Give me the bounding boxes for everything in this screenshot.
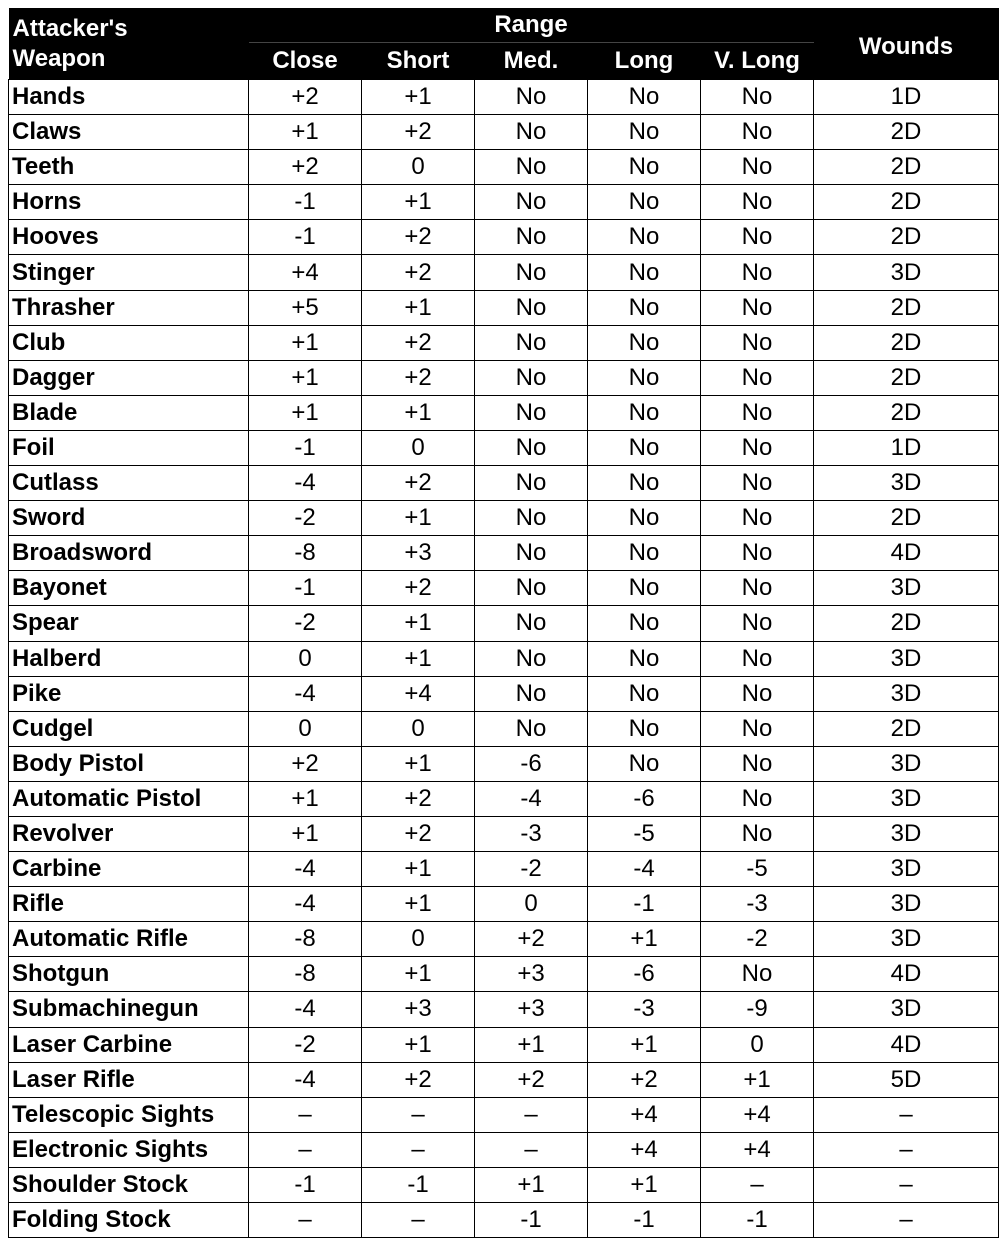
table-row	[9, 1062, 999, 1097]
very-long-range-cell: No	[701, 255, 814, 290]
range-header-close: Close	[249, 43, 362, 80]
short-range-cell: +1	[362, 746, 475, 781]
very-long-range-cell: No	[701, 606, 814, 641]
long-range-cell: -1	[588, 1203, 701, 1238]
weapon-name-cell: Laser Carbine	[9, 1027, 249, 1062]
close-range-cell: +1	[249, 360, 362, 395]
medium-range-cell: No	[475, 641, 588, 676]
table-row	[9, 80, 999, 115]
close-range-cell: –	[249, 1132, 362, 1167]
table-row	[9, 781, 999, 816]
range-header-very-long: V. Long	[701, 43, 814, 80]
wounds-cell: 3D	[814, 781, 999, 816]
medium-range-cell: –	[475, 1097, 588, 1132]
long-range-cell: No	[588, 501, 701, 536]
table-row	[9, 1203, 999, 1238]
very-long-range-cell: +1	[701, 1062, 814, 1097]
medium-range-cell: No	[475, 290, 588, 325]
wounds-cell: 2D	[814, 711, 999, 746]
medium-range-cell: No	[475, 536, 588, 571]
weapon-name-cell: Halberd	[9, 641, 249, 676]
very-long-range-cell: No	[701, 641, 814, 676]
long-range-cell: -1	[588, 887, 701, 922]
short-range-cell: +2	[362, 220, 475, 255]
wounds-cell: 2D	[814, 220, 999, 255]
table-row	[9, 255, 999, 290]
weapon-name-cell: Folding Stock	[9, 1203, 249, 1238]
weapon-name-cell: Submachinegun	[9, 992, 249, 1027]
medium-range-cell: No	[475, 676, 588, 711]
long-range-cell: +1	[588, 922, 701, 957]
very-long-range-cell: -2	[701, 922, 814, 957]
table-row	[9, 711, 999, 746]
table-row	[9, 957, 999, 992]
very-long-range-cell: No	[701, 395, 814, 430]
long-range-cell: No	[588, 220, 701, 255]
weapon-name-cell: Dagger	[9, 360, 249, 395]
long-range-cell: +1	[588, 1027, 701, 1062]
medium-range-cell: +2	[475, 1062, 588, 1097]
table-row	[9, 325, 999, 360]
range-header-medium: Med.	[475, 43, 588, 80]
short-range-cell: +2	[362, 466, 475, 501]
wounds-cell: 3D	[814, 852, 999, 887]
table-row	[9, 466, 999, 501]
table-row	[9, 852, 999, 887]
medium-range-cell: No	[475, 150, 588, 185]
close-range-cell: +1	[249, 395, 362, 430]
short-range-cell: +1	[362, 887, 475, 922]
table-row	[9, 746, 999, 781]
long-range-cell: No	[588, 606, 701, 641]
table-row	[9, 430, 999, 465]
table-row	[9, 1132, 999, 1167]
long-range-cell: -6	[588, 781, 701, 816]
wounds-cell: 3D	[814, 816, 999, 851]
table-row	[9, 1027, 999, 1062]
long-range-cell: -6	[588, 957, 701, 992]
very-long-range-cell: No	[701, 746, 814, 781]
short-range-cell: +1	[362, 641, 475, 676]
wounds-cell: 2D	[814, 325, 999, 360]
weapon-name-cell: Foil	[9, 430, 249, 465]
short-range-cell: +1	[362, 290, 475, 325]
medium-range-cell: No	[475, 430, 588, 465]
weapon-name-cell: Rifle	[9, 887, 249, 922]
short-range-cell: +2	[362, 360, 475, 395]
close-range-cell: -4	[249, 992, 362, 1027]
weapon-name-cell: Stinger	[9, 255, 249, 290]
medium-range-cell: No	[475, 501, 588, 536]
medium-range-cell: +1	[475, 1027, 588, 1062]
wounds-cell: 3D	[814, 676, 999, 711]
short-range-cell: +2	[362, 255, 475, 290]
long-range-cell: -3	[588, 992, 701, 1027]
short-range-cell: 0	[362, 150, 475, 185]
weapon-name-cell: Sword	[9, 501, 249, 536]
very-long-range-cell: No	[701, 816, 814, 851]
weapon-name-cell: Horns	[9, 185, 249, 220]
wounds-cell: 1D	[814, 80, 999, 115]
medium-range-cell: No	[475, 325, 588, 360]
short-range-cell: +1	[362, 957, 475, 992]
long-range-cell: -4	[588, 852, 701, 887]
table-row	[9, 220, 999, 255]
close-range-cell: -8	[249, 922, 362, 957]
table-row	[9, 922, 999, 957]
medium-range-cell: No	[475, 115, 588, 150]
close-range-cell: +1	[249, 781, 362, 816]
weapon-range-table	[8, 8, 999, 1238]
table-row	[9, 571, 999, 606]
long-range-cell: No	[588, 290, 701, 325]
close-range-cell: +1	[249, 115, 362, 150]
long-range-cell: No	[588, 430, 701, 465]
weapon-name-cell: Automatic Rifle	[9, 922, 249, 957]
wounds-cell: 2D	[814, 185, 999, 220]
medium-range-cell: +1	[475, 1167, 588, 1202]
table-row	[9, 115, 999, 150]
very-long-range-cell: No	[701, 290, 814, 325]
medium-range-cell: No	[475, 80, 588, 115]
weapon-name-cell: Club	[9, 325, 249, 360]
medium-range-cell: 0	[475, 887, 588, 922]
weapon-table-container	[8, 8, 1006, 1242]
short-range-cell: 0	[362, 430, 475, 465]
close-range-cell: -2	[249, 1027, 362, 1062]
long-range-cell: No	[588, 571, 701, 606]
very-long-range-cell: No	[701, 80, 814, 115]
close-range-cell: -1	[249, 185, 362, 220]
very-long-range-cell: No	[701, 220, 814, 255]
table-row	[9, 290, 999, 325]
wounds-cell: –	[814, 1203, 999, 1238]
weapon-name-cell: Shotgun	[9, 957, 249, 992]
wounds-cell: 3D	[814, 887, 999, 922]
wounds-cell: –	[814, 1167, 999, 1202]
table-row	[9, 150, 999, 185]
medium-range-cell: –	[475, 1132, 588, 1167]
long-range-cell: +4	[588, 1132, 701, 1167]
weapon-name-cell: Shoulder Stock	[9, 1167, 249, 1202]
weapon-name-cell: Carbine	[9, 852, 249, 887]
very-long-range-cell: +4	[701, 1097, 814, 1132]
weapon-name-cell: Blade	[9, 395, 249, 430]
medium-range-cell: No	[475, 466, 588, 501]
short-range-cell: –	[362, 1203, 475, 1238]
medium-range-cell: No	[475, 360, 588, 395]
short-range-cell: 0	[362, 711, 475, 746]
wounds-cell: 2D	[814, 115, 999, 150]
close-range-cell: -4	[249, 852, 362, 887]
very-long-range-cell: No	[701, 430, 814, 465]
very-long-range-cell: No	[701, 150, 814, 185]
long-range-cell: No	[588, 115, 701, 150]
short-range-cell: +3	[362, 992, 475, 1027]
long-range-cell: +1	[588, 1167, 701, 1202]
weapon-name-cell: Claws	[9, 115, 249, 150]
short-range-cell: +1	[362, 501, 475, 536]
short-range-cell: +2	[362, 816, 475, 851]
very-long-range-cell: -1	[701, 1203, 814, 1238]
close-range-cell: +2	[249, 150, 362, 185]
weapon-name-cell: Thrasher	[9, 290, 249, 325]
medium-range-cell: No	[475, 606, 588, 641]
weapon-name-cell: Body Pistol	[9, 746, 249, 781]
wounds-cell: 3D	[814, 746, 999, 781]
medium-range-cell: +3	[475, 992, 588, 1027]
close-range-cell: -4	[249, 466, 362, 501]
table-row	[9, 395, 999, 430]
weapon-name-cell: Hands	[9, 80, 249, 115]
long-range-cell: No	[588, 185, 701, 220]
very-long-range-cell: No	[701, 115, 814, 150]
long-range-cell: No	[588, 150, 701, 185]
wounds-cell: 3D	[814, 255, 999, 290]
close-range-cell: -1	[249, 430, 362, 465]
wounds-cell: 2D	[814, 150, 999, 185]
very-long-range-cell: No	[701, 466, 814, 501]
weapon-name-cell: Teeth	[9, 150, 249, 185]
short-range-cell: –	[362, 1132, 475, 1167]
weapon-name-cell: Telescopic Sights	[9, 1097, 249, 1132]
close-range-cell: –	[249, 1097, 362, 1132]
close-range-cell: –	[249, 1203, 362, 1238]
table-row	[9, 816, 999, 851]
table-row	[9, 1167, 999, 1202]
medium-range-cell: +2	[475, 922, 588, 957]
close-range-cell: 0	[249, 711, 362, 746]
short-range-cell: +1	[362, 852, 475, 887]
long-range-cell: No	[588, 466, 701, 501]
long-range-cell: No	[588, 536, 701, 571]
table-row	[9, 185, 999, 220]
short-range-cell: +1	[362, 395, 475, 430]
table-row	[9, 536, 999, 571]
table-row	[9, 641, 999, 676]
long-range-cell: No	[588, 360, 701, 395]
long-range-cell: No	[588, 676, 701, 711]
short-range-cell: +1	[362, 606, 475, 641]
very-long-range-cell: No	[701, 711, 814, 746]
close-range-cell: -4	[249, 1062, 362, 1097]
weapon-header-line2: Weapon	[12, 44, 106, 72]
very-long-range-cell: +4	[701, 1132, 814, 1167]
table-header	[9, 8, 999, 80]
long-range-cell: +2	[588, 1062, 701, 1097]
range-group-header: Range	[249, 8, 814, 43]
short-range-cell: +1	[362, 1027, 475, 1062]
close-range-cell: -2	[249, 606, 362, 641]
close-range-cell: -8	[249, 957, 362, 992]
close-range-cell: -1	[249, 1167, 362, 1202]
medium-range-cell: -2	[475, 852, 588, 887]
table-row	[9, 887, 999, 922]
close-range-cell: -8	[249, 536, 362, 571]
medium-range-cell: No	[475, 255, 588, 290]
table-row	[9, 676, 999, 711]
close-range-cell: -1	[249, 220, 362, 255]
long-range-cell: No	[588, 711, 701, 746]
wounds-cell: 3D	[814, 922, 999, 957]
very-long-range-cell: No	[701, 185, 814, 220]
close-range-cell: -1	[249, 571, 362, 606]
weapon-header-line1: Attacker's	[12, 14, 128, 42]
very-long-range-cell: No	[701, 325, 814, 360]
weapon-name-cell: Cudgel	[9, 711, 249, 746]
short-range-cell: +1	[362, 80, 475, 115]
long-range-cell: No	[588, 325, 701, 360]
long-range-cell: -5	[588, 816, 701, 851]
wounds-cell: 3D	[814, 466, 999, 501]
short-range-cell: +2	[362, 325, 475, 360]
weapon-name-cell: Laser Rifle	[9, 1062, 249, 1097]
wounds-cell: 2D	[814, 501, 999, 536]
very-long-range-cell: -9	[701, 992, 814, 1027]
long-range-cell: No	[588, 255, 701, 290]
wounds-cell: 1D	[814, 430, 999, 465]
close-range-cell: +4	[249, 255, 362, 290]
very-long-range-cell: No	[701, 360, 814, 395]
medium-range-cell: -3	[475, 816, 588, 851]
short-range-cell: +2	[362, 1062, 475, 1097]
medium-range-cell: -1	[475, 1203, 588, 1238]
medium-range-cell: -6	[475, 746, 588, 781]
wounds-cell: 2D	[814, 606, 999, 641]
weapon-name-cell: Electronic Sights	[9, 1132, 249, 1167]
table-body	[9, 80, 999, 1238]
short-range-cell: 0	[362, 922, 475, 957]
weapon-name-cell: Spear	[9, 606, 249, 641]
table-row	[9, 360, 999, 395]
medium-range-cell: -4	[475, 781, 588, 816]
very-long-range-cell: No	[701, 957, 814, 992]
short-range-cell: +2	[362, 571, 475, 606]
short-range-cell: +1	[362, 185, 475, 220]
weapon-name-cell: Hooves	[9, 220, 249, 255]
wounds-cell: 3D	[814, 641, 999, 676]
long-range-cell: No	[588, 746, 701, 781]
weapon-name-cell: Broadsword	[9, 536, 249, 571]
range-header-long: Long	[588, 43, 701, 80]
wounds-cell: 4D	[814, 1027, 999, 1062]
very-long-range-cell: -5	[701, 852, 814, 887]
wounds-cell: –	[814, 1132, 999, 1167]
medium-range-cell: No	[475, 711, 588, 746]
wounds-cell: 4D	[814, 957, 999, 992]
very-long-range-cell: No	[701, 676, 814, 711]
long-range-cell: No	[588, 395, 701, 430]
long-range-cell: No	[588, 80, 701, 115]
short-range-cell: +3	[362, 536, 475, 571]
close-range-cell: +1	[249, 816, 362, 851]
close-range-cell: +2	[249, 80, 362, 115]
close-range-cell: +1	[249, 325, 362, 360]
short-range-cell: –	[362, 1097, 475, 1132]
very-long-range-cell: –	[701, 1167, 814, 1202]
long-range-cell: No	[588, 641, 701, 676]
weapon-name-cell: Automatic Pistol	[9, 781, 249, 816]
very-long-range-cell: No	[701, 501, 814, 536]
wounds-cell: –	[814, 1097, 999, 1132]
short-range-cell: -1	[362, 1167, 475, 1202]
medium-range-cell: No	[475, 220, 588, 255]
short-range-cell: +2	[362, 115, 475, 150]
medium-range-cell: No	[475, 395, 588, 430]
close-range-cell: +2	[249, 746, 362, 781]
close-range-cell: -4	[249, 887, 362, 922]
wounds-cell: 3D	[814, 992, 999, 1027]
very-long-range-cell: No	[701, 571, 814, 606]
wounds-cell: 2D	[814, 290, 999, 325]
wounds-cell: 2D	[814, 360, 999, 395]
very-long-range-cell: No	[701, 781, 814, 816]
weapon-column-header	[9, 8, 249, 80]
table-row	[9, 1097, 999, 1132]
range-header-short: Short	[362, 43, 475, 80]
close-range-cell: 0	[249, 641, 362, 676]
weapon-name-cell: Bayonet	[9, 571, 249, 606]
wounds-cell: 4D	[814, 536, 999, 571]
weapon-name-cell: Pike	[9, 676, 249, 711]
wounds-column-header: Wounds	[814, 8, 999, 80]
short-range-cell: +2	[362, 781, 475, 816]
close-range-cell: +5	[249, 290, 362, 325]
wounds-cell: 3D	[814, 571, 999, 606]
table-row	[9, 606, 999, 641]
medium-range-cell: +3	[475, 957, 588, 992]
wounds-cell: 5D	[814, 1062, 999, 1097]
table-row	[9, 501, 999, 536]
wounds-cell: 2D	[814, 395, 999, 430]
close-range-cell: -2	[249, 501, 362, 536]
close-range-cell: -4	[249, 676, 362, 711]
weapon-name-cell: Revolver	[9, 816, 249, 851]
long-range-cell: +4	[588, 1097, 701, 1132]
table-row	[9, 992, 999, 1027]
weapon-name-cell: Cutlass	[9, 466, 249, 501]
medium-range-cell: No	[475, 185, 588, 220]
short-range-cell: +4	[362, 676, 475, 711]
medium-range-cell: No	[475, 571, 588, 606]
very-long-range-cell: No	[701, 536, 814, 571]
very-long-range-cell: -3	[701, 887, 814, 922]
very-long-range-cell: 0	[701, 1027, 814, 1062]
